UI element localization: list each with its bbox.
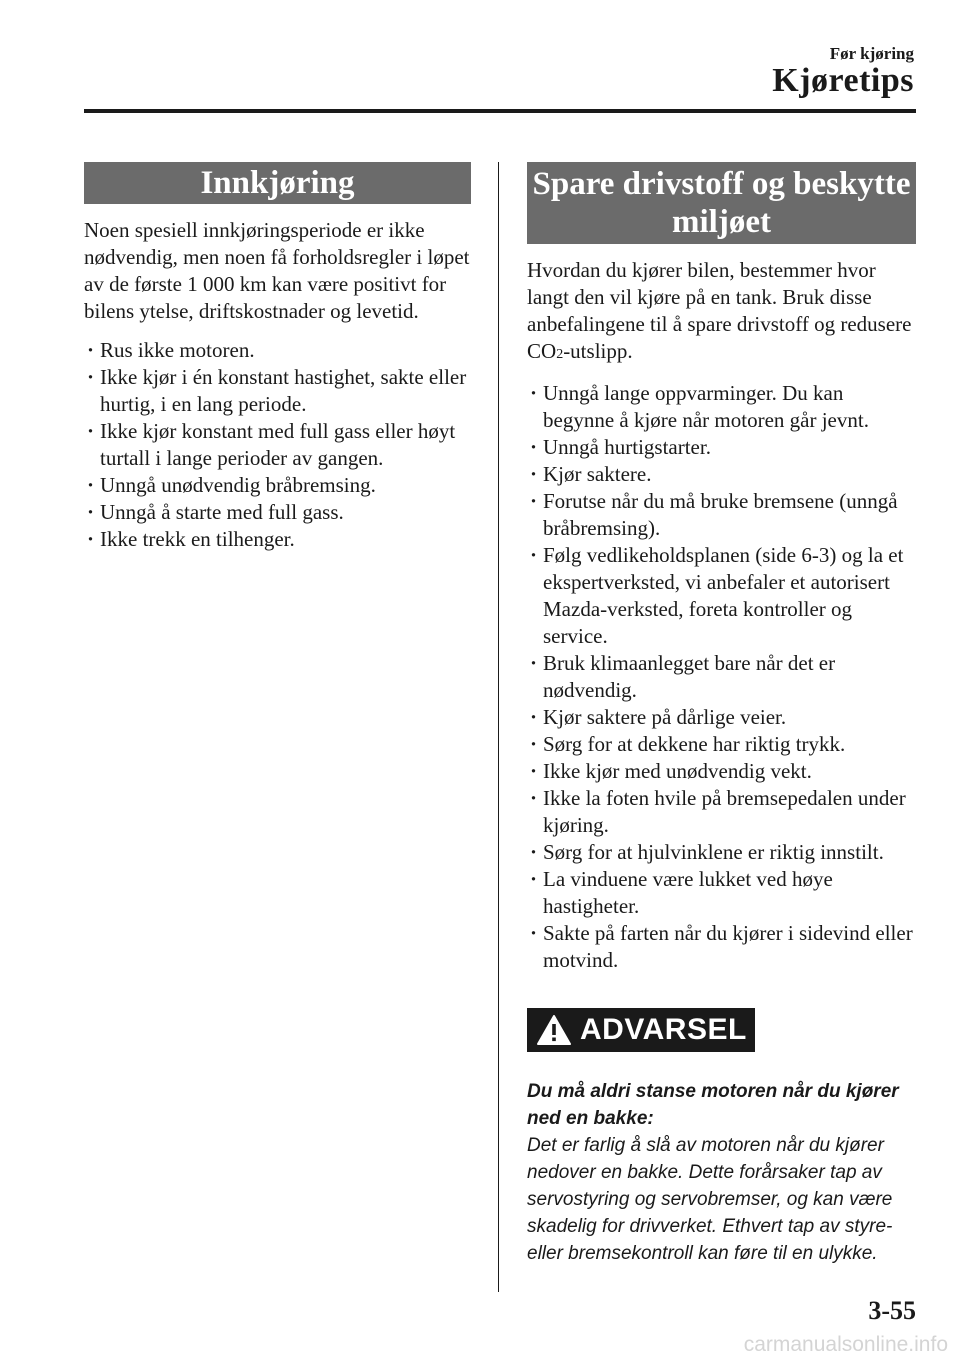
- co2-subscript: 2: [556, 347, 564, 362]
- right-column: [527, 162, 916, 1267]
- list-item: · Unngå unødvendig bråbremsing.: [84, 472, 471, 499]
- list-item: · Kjør saktere.: [527, 461, 916, 488]
- left-column: [84, 162, 471, 553]
- spare-drivstoff-intro: [527, 257, 916, 368]
- intro-text-end: -utslipp.: [563, 339, 633, 363]
- warning-label: ADVARSEL: [580, 1013, 747, 1046]
- watermark: carmanualsonline.info: [743, 1333, 948, 1356]
- list-item: · Sørg for at hjulvinklene er riktig innstilt.: [527, 839, 916, 866]
- warning-title: Du må aldri stanse motoren når du kjører ned en bakke:: [527, 1081, 899, 1129]
- spare-drivstoff-bullet-list: [527, 380, 916, 974]
- header-divider: [84, 109, 916, 113]
- list-item: · Ikke trekk en tilhenger.: [84, 526, 471, 553]
- warning-text: [527, 1078, 916, 1267]
- list-item: · Forutse når du må bruke bremsene (unngå bråbremsing).: [527, 488, 916, 542]
- list-item: · Unngå lange oppvarminger. Du kan begynne å kjøre når motoren går jevnt.: [527, 380, 916, 434]
- list-item: · Ikke kjør i én konstant hastighet, sakte eller hurtig, i en lang periode.: [84, 364, 471, 418]
- list-item: · Rus ikke motoren.: [84, 337, 471, 364]
- section-heading-spare-drivstoff: [527, 162, 916, 244]
- column-divider: [498, 162, 499, 1292]
- heading-line-1: Spare drivstoff og beskytte: [532, 166, 911, 202]
- heading-line-2: miljøet: [672, 204, 771, 240]
- page-number: 3-55: [868, 1296, 916, 1325]
- header-section-label: Før kjøring: [829, 44, 914, 63]
- warning-triangle-icon: [536, 1014, 572, 1046]
- list-item: · Ikke kjør konstant med full gass eller høyt turtall i lange perioder av gangen.: [84, 418, 471, 472]
- section-heading-innkjoring: Innkjøring: [84, 162, 471, 204]
- list-item: · Sørg for at dekkene har riktig trykk.: [527, 731, 916, 758]
- list-item: · Ikke kjør med unødvendig vekt.: [527, 758, 916, 785]
- list-item: · Kjør saktere på dårlige veier.: [527, 704, 916, 731]
- warning-badge: [527, 1008, 755, 1052]
- list-item: · Følg vedlikeholdsplanen (side 6-3) og la et ekspertverksted, vi anbefaler et autorisert Mazda-verksted, foreta kontroller og service.: [527, 542, 916, 650]
- list-item: · La vinduene være lukket ved høye hastigheter.: [527, 866, 916, 920]
- list-item: · Sakte på farten når du kjører i sidevind eller motvind.: [527, 920, 916, 974]
- innkjoring-intro: Noen spesiell innkjøringsperiode er ikke nødvendig, men noen få forholdsregler i løpet av de første 1 000 km kan være positivt for bilens ytelse, driftskostnader og levetid.: [84, 218, 470, 323]
- list-item: · Unngå hurtigstarter.: [527, 434, 916, 461]
- list-item: · Unngå å starte med full gass.: [84, 499, 471, 526]
- intro-text: Hvordan du kjører bilen, bestemmer hvor langt den vil kjøre på en tank. Bruk disse anbefalingene til å spare drivstoff og redusere CO: [527, 258, 912, 363]
- list-item: · Ikke la foten hvile på bremsepedalen under kjøring.: [527, 785, 916, 839]
- innkjoring-bullet-list: [84, 337, 471, 553]
- page-title: Kjøretips: [772, 62, 914, 99]
- warning-body: Det er farlig å slå av motoren når du kjører nedover en bakke. Dette forårsaker tap av servostyring og servobremser, og kan være skadelig for drivverket. Ethvert tap av styre- eller bremsekontroll kan føre til en ulykke.: [527, 1135, 893, 1264]
- list-item: · Bruk klimaanlegget bare når det er nødvendig.: [527, 650, 916, 704]
